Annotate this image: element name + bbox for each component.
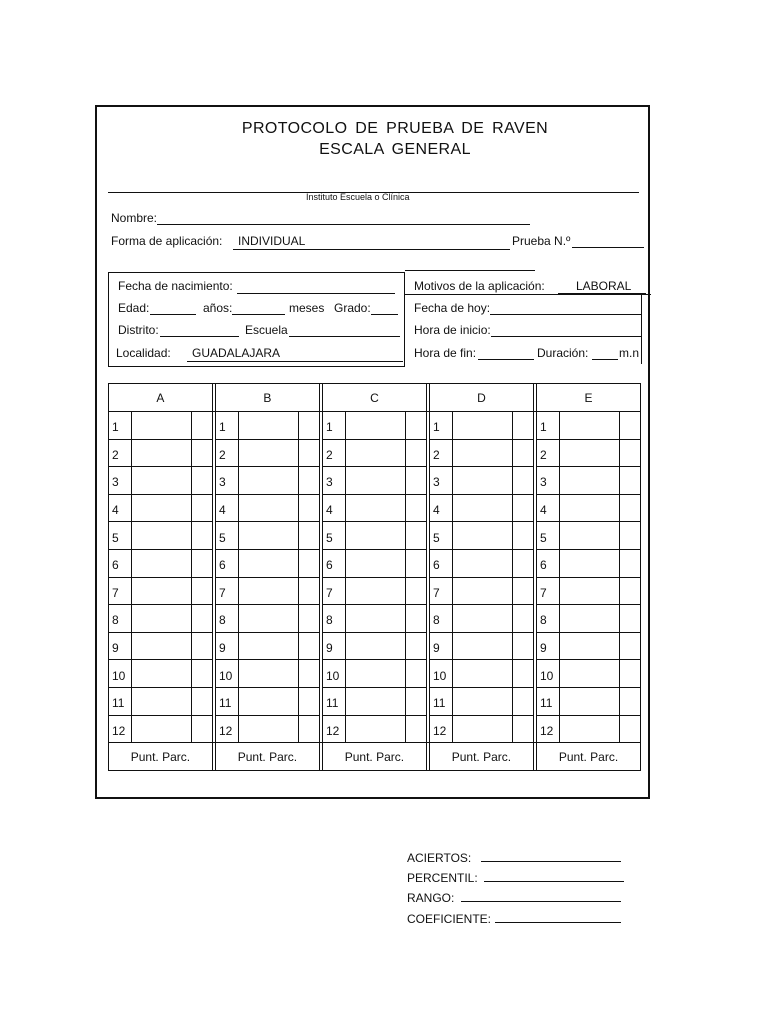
score-cell-c[interactable] xyxy=(405,467,426,495)
birthdate-field[interactable] xyxy=(237,293,395,294)
score-cell-e[interactable] xyxy=(619,632,640,660)
range-row xyxy=(407,890,621,905)
item-number: 2 xyxy=(216,439,239,467)
answer-cell-d[interactable] xyxy=(453,577,513,605)
answer-cell-c[interactable] xyxy=(346,605,406,633)
application-form-label: Forma de aplicación: xyxy=(111,234,223,248)
score-cell-d[interactable] xyxy=(512,412,533,440)
item-number: 8 xyxy=(109,605,132,633)
score-cell-a[interactable] xyxy=(191,522,212,550)
item-number: 4 xyxy=(537,494,560,522)
table-row xyxy=(109,467,641,495)
school-field[interactable] xyxy=(289,336,400,337)
item-number: 1 xyxy=(537,412,560,440)
item-number: 1 xyxy=(109,412,132,440)
score-cell-a[interactable] xyxy=(191,439,212,467)
item-number: 10 xyxy=(109,660,132,688)
start-time-label: Hora de inicio: xyxy=(414,323,491,337)
answer-cell-c[interactable] xyxy=(346,549,406,577)
answer-cell-d[interactable] xyxy=(453,522,513,550)
score-cell-a[interactable] xyxy=(191,605,212,633)
item-number: 5 xyxy=(323,522,346,550)
item-number: 3 xyxy=(323,467,346,495)
reason-field[interactable] xyxy=(558,293,646,294)
answer-grid xyxy=(108,383,641,771)
score-cell-d[interactable] xyxy=(512,522,533,550)
institute-label: Instituto Escuela o Clínica xyxy=(306,192,410,202)
divider-line xyxy=(405,270,535,271)
answer-cell-a[interactable] xyxy=(132,687,192,715)
item-number: 9 xyxy=(109,632,132,660)
item-number: 5 xyxy=(109,522,132,550)
answer-cell-b[interactable] xyxy=(239,439,299,467)
age-label: Edad: xyxy=(118,301,150,315)
item-number: 11 xyxy=(430,687,453,715)
score-cell-b[interactable] xyxy=(298,715,319,743)
score-cell-d[interactable] xyxy=(512,494,533,522)
partial-score-d[interactable]: Punt. Parc. xyxy=(430,743,534,771)
answer-cell-d[interactable] xyxy=(453,660,513,688)
score-cell-b[interactable] xyxy=(298,522,319,550)
answer-cell-c[interactable] xyxy=(346,412,406,440)
item-number: 6 xyxy=(109,549,132,577)
name-label: Nombre: xyxy=(111,211,158,225)
score-cell-c[interactable] xyxy=(405,494,426,522)
item-number: 7 xyxy=(216,577,239,605)
answer-cell-d[interactable] xyxy=(453,687,513,715)
answer-cell-e[interactable] xyxy=(560,494,620,522)
item-number: 9 xyxy=(216,632,239,660)
score-cell-e[interactable] xyxy=(619,577,640,605)
table-row xyxy=(109,522,641,550)
item-number: 6 xyxy=(216,549,239,577)
item-number: 11 xyxy=(537,687,560,715)
score-cell-e[interactable] xyxy=(619,439,640,467)
partial-score-a[interactable]: Punt. Parc. xyxy=(109,743,213,771)
answer-cell-e[interactable] xyxy=(560,577,620,605)
answer-cell-e[interactable] xyxy=(560,715,620,743)
score-cell-a[interactable] xyxy=(191,687,212,715)
item-number: 12 xyxy=(216,715,239,743)
table-row xyxy=(109,577,641,605)
item-number: 9 xyxy=(430,632,453,660)
answer-cell-b[interactable] xyxy=(239,660,299,688)
item-number: 4 xyxy=(216,494,239,522)
today-date-label: Fecha de hoy: xyxy=(414,301,491,315)
score-cell-e[interactable] xyxy=(619,660,640,688)
score-cell-d[interactable] xyxy=(512,467,533,495)
item-number: 10 xyxy=(537,660,560,688)
score-cell-d[interactable] xyxy=(512,439,533,467)
months-label: meses xyxy=(289,301,325,315)
answer-cell-a[interactable] xyxy=(132,412,192,440)
item-number: 2 xyxy=(537,439,560,467)
answer-cell-d[interactable] xyxy=(453,494,513,522)
score-cell-b[interactable] xyxy=(298,605,319,633)
right-box-edge xyxy=(641,294,642,364)
coefficient-row xyxy=(407,911,621,926)
answer-cell-e[interactable] xyxy=(560,467,620,495)
years-label: años: xyxy=(203,301,233,315)
answer-cell-c[interactable] xyxy=(346,632,406,660)
item-number: 12 xyxy=(537,715,560,743)
test-number-field[interactable] xyxy=(572,247,644,248)
item-number: 12 xyxy=(109,715,132,743)
grade-label: Grado: xyxy=(334,301,371,315)
duration-unit: m.n xyxy=(619,346,640,360)
application-form-field[interactable] xyxy=(233,249,510,250)
score-cell-c[interactable] xyxy=(405,687,426,715)
item-number: 7 xyxy=(430,577,453,605)
item-number: 8 xyxy=(430,605,453,633)
answer-cell-c[interactable] xyxy=(346,577,406,605)
answer-cell-c[interactable] xyxy=(346,522,406,550)
score-cell-b[interactable] xyxy=(298,467,319,495)
answer-cell-a[interactable] xyxy=(132,439,192,467)
answer-cell-c[interactable] xyxy=(346,467,406,495)
item-number: 10 xyxy=(430,660,453,688)
item-number: 5 xyxy=(537,522,560,550)
item-number: 10 xyxy=(323,660,346,688)
answer-cell-d[interactable] xyxy=(453,632,513,660)
item-number: 11 xyxy=(216,687,239,715)
partial-score-e[interactable]: Punt. Parc. xyxy=(537,743,641,771)
score-cell-c[interactable] xyxy=(405,660,426,688)
item-number: 8 xyxy=(323,605,346,633)
reason-label: Motivos de la aplicación: xyxy=(414,279,545,293)
score-cell-e[interactable] xyxy=(619,522,640,550)
score-cell-e[interactable] xyxy=(619,549,640,577)
item-number: 2 xyxy=(323,439,346,467)
score-cell-b[interactable] xyxy=(298,549,319,577)
percentile-label: PERCENTIL: xyxy=(407,871,478,885)
item-number: 1 xyxy=(323,412,346,440)
item-number: 4 xyxy=(430,494,453,522)
score-cell-b[interactable] xyxy=(298,494,319,522)
table-row xyxy=(109,687,641,715)
answer-cell-b[interactable] xyxy=(239,632,299,660)
score-cell-b[interactable] xyxy=(298,577,319,605)
item-number: 6 xyxy=(323,549,346,577)
answer-cell-e[interactable] xyxy=(560,660,620,688)
answer-cell-a[interactable] xyxy=(132,632,192,660)
item-number: 7 xyxy=(109,577,132,605)
answer-cell-a[interactable] xyxy=(132,660,192,688)
table-row xyxy=(109,412,641,440)
answer-cell-c[interactable] xyxy=(346,494,406,522)
item-number: 6 xyxy=(430,549,453,577)
score-cell-e[interactable] xyxy=(619,467,640,495)
answer-cell-b[interactable] xyxy=(239,605,299,633)
item-number: 6 xyxy=(537,549,560,577)
end-time-label: Hora de fin: xyxy=(414,346,477,360)
score-cell-a[interactable] xyxy=(191,632,212,660)
item-number: 7 xyxy=(537,577,560,605)
item-number: 5 xyxy=(216,522,239,550)
table-row xyxy=(109,605,641,633)
answer-cell-e[interactable] xyxy=(560,687,620,715)
table-row xyxy=(109,632,641,660)
answer-cell-d[interactable] xyxy=(453,412,513,440)
item-number: 3 xyxy=(109,467,132,495)
answer-cell-b[interactable] xyxy=(239,522,299,550)
series-header-c: C xyxy=(323,384,427,412)
score-cell-d[interactable] xyxy=(512,687,533,715)
table-row xyxy=(109,439,641,467)
answer-cell-d[interactable] xyxy=(453,605,513,633)
score-cell-c[interactable] xyxy=(405,715,426,743)
score-cell-c[interactable] xyxy=(405,632,426,660)
item-number: 7 xyxy=(323,577,346,605)
answer-cell-a[interactable] xyxy=(132,549,192,577)
score-cell-a[interactable] xyxy=(191,577,212,605)
answer-cell-a[interactable] xyxy=(132,577,192,605)
locality-value: GUADALAJARA xyxy=(192,346,281,360)
item-number: 12 xyxy=(430,715,453,743)
score-cell-b[interactable] xyxy=(298,632,319,660)
item-number: 11 xyxy=(109,687,132,715)
series-header-b: B xyxy=(216,384,320,412)
answer-cell-c[interactable] xyxy=(346,687,406,715)
score-cell-c[interactable] xyxy=(405,577,426,605)
score-cell-a[interactable] xyxy=(191,660,212,688)
score-cell-d[interactable] xyxy=(512,715,533,743)
item-number: 4 xyxy=(323,494,346,522)
answer-cell-d[interactable] xyxy=(453,467,513,495)
coefficient-label: COEFICIENTE: xyxy=(407,912,492,926)
item-number: 1 xyxy=(216,412,239,440)
score-cell-a[interactable] xyxy=(191,549,212,577)
district-label: Distrito: xyxy=(118,323,159,337)
item-number: 11 xyxy=(323,687,346,715)
answer-cell-a[interactable] xyxy=(132,715,192,743)
years-field[interactable] xyxy=(232,314,285,315)
score-cell-a[interactable] xyxy=(191,467,212,495)
item-number: 9 xyxy=(537,632,560,660)
hits-label: ACIERTOS: xyxy=(407,851,472,865)
answer-cell-a[interactable] xyxy=(132,494,192,522)
score-cell-e[interactable] xyxy=(619,605,640,633)
answer-cell-a[interactable] xyxy=(132,605,192,633)
item-number: 8 xyxy=(216,605,239,633)
test-number-label: Prueba N.º xyxy=(512,234,571,248)
item-number: 5 xyxy=(430,522,453,550)
answer-cell-d[interactable] xyxy=(453,439,513,467)
score-cell-d[interactable] xyxy=(512,632,533,660)
birthdate-label: Fecha de nacimiento: xyxy=(118,279,233,293)
answer-cell-b[interactable] xyxy=(239,412,299,440)
start-time-field[interactable] xyxy=(491,336,642,337)
item-number: 12 xyxy=(323,715,346,743)
score-cell-b[interactable] xyxy=(298,687,319,715)
today-date-field[interactable] xyxy=(490,314,642,315)
series-header-e: E xyxy=(537,384,641,412)
score-cell-b[interactable] xyxy=(298,412,319,440)
score-cell-e[interactable] xyxy=(619,412,640,440)
hits-row xyxy=(407,850,621,865)
series-header-a: A xyxy=(109,384,213,412)
answer-cell-e[interactable] xyxy=(560,439,620,467)
score-cell-a[interactable] xyxy=(191,412,212,440)
duration-field[interactable] xyxy=(592,359,618,360)
item-number: 4 xyxy=(109,494,132,522)
score-cell-a[interactable] xyxy=(191,494,212,522)
answer-cell-d[interactable] xyxy=(453,715,513,743)
application-form-value: INDIVIDUAL xyxy=(238,234,306,248)
range-field[interactable] xyxy=(461,890,621,902)
score-cell-e[interactable] xyxy=(619,494,640,522)
percentile-row xyxy=(407,870,624,885)
locality-label: Localidad: xyxy=(116,346,171,360)
item-number: 1 xyxy=(430,412,453,440)
score-cell-e[interactable] xyxy=(619,715,640,743)
answer-cell-c[interactable] xyxy=(346,715,406,743)
answer-cell-b[interactable] xyxy=(239,715,299,743)
coefficient-field[interactable] xyxy=(495,911,621,923)
score-cell-d[interactable] xyxy=(512,577,533,605)
table-row xyxy=(109,549,641,577)
score-cell-d[interactable] xyxy=(512,605,533,633)
table-row xyxy=(109,494,641,522)
item-number: 3 xyxy=(430,467,453,495)
school-label: Escuela xyxy=(245,323,288,337)
item-number: 3 xyxy=(216,467,239,495)
table-row xyxy=(109,715,641,743)
item-number: 3 xyxy=(537,467,560,495)
item-number: 2 xyxy=(430,439,453,467)
item-number: 9 xyxy=(323,632,346,660)
table-row xyxy=(109,660,641,688)
item-number: 10 xyxy=(216,660,239,688)
grade-field[interactable] xyxy=(371,314,398,315)
answer-cell-b[interactable] xyxy=(239,494,299,522)
score-cell-d[interactable] xyxy=(512,549,533,577)
duration-label: Duración: xyxy=(537,346,589,360)
answer-cell-e[interactable] xyxy=(560,549,620,577)
score-cell-b[interactable] xyxy=(298,660,319,688)
range-label: RANGO: xyxy=(407,891,455,905)
hits-field[interactable] xyxy=(481,850,621,862)
answer-cell-e[interactable] xyxy=(560,522,620,550)
reason-value: LABORAL xyxy=(576,279,632,293)
answer-cell-a[interactable] xyxy=(132,467,192,495)
answer-cell-b[interactable] xyxy=(239,549,299,577)
series-header-d: D xyxy=(430,384,534,412)
score-cell-e[interactable] xyxy=(619,687,640,715)
end-time-field[interactable] xyxy=(478,359,534,360)
answer-cell-b[interactable] xyxy=(239,687,299,715)
score-cell-c[interactable] xyxy=(405,412,426,440)
name-field[interactable] xyxy=(157,224,530,225)
answer-cell-b[interactable] xyxy=(239,467,299,495)
district-field[interactable] xyxy=(160,336,239,337)
item-number: 8 xyxy=(537,605,560,633)
partial-score-b[interactable]: Punt. Parc. xyxy=(216,743,320,771)
form-title: PROTOCOLO DE PRUEBA DE RAVEN xyxy=(241,120,549,137)
locality-field[interactable] xyxy=(187,361,403,362)
answer-cell-e[interactable] xyxy=(560,632,620,660)
score-cell-a[interactable] xyxy=(191,715,212,743)
item-number: 2 xyxy=(109,439,132,467)
answer-cell-b[interactable] xyxy=(239,577,299,605)
answer-cell-c[interactable] xyxy=(346,439,406,467)
answer-cell-a[interactable] xyxy=(132,522,192,550)
partial-score-c[interactable]: Punt. Parc. xyxy=(323,743,427,771)
answer-cell-e[interactable] xyxy=(560,605,620,633)
score-cell-c[interactable] xyxy=(405,549,426,577)
percentile-field[interactable] xyxy=(484,870,624,882)
form-subtitle: ESCALA GENERAL xyxy=(319,141,471,158)
score-cell-c[interactable] xyxy=(405,522,426,550)
motivos-line xyxy=(405,294,651,295)
age-field[interactable] xyxy=(150,314,196,315)
score-cell-b[interactable] xyxy=(298,439,319,467)
score-cell-c[interactable] xyxy=(405,605,426,633)
answer-cell-c[interactable] xyxy=(346,660,406,688)
answer-cell-e[interactable] xyxy=(560,412,620,440)
answer-cell-d[interactable] xyxy=(453,549,513,577)
score-cell-d[interactable] xyxy=(512,660,533,688)
score-cell-c[interactable] xyxy=(405,439,426,467)
